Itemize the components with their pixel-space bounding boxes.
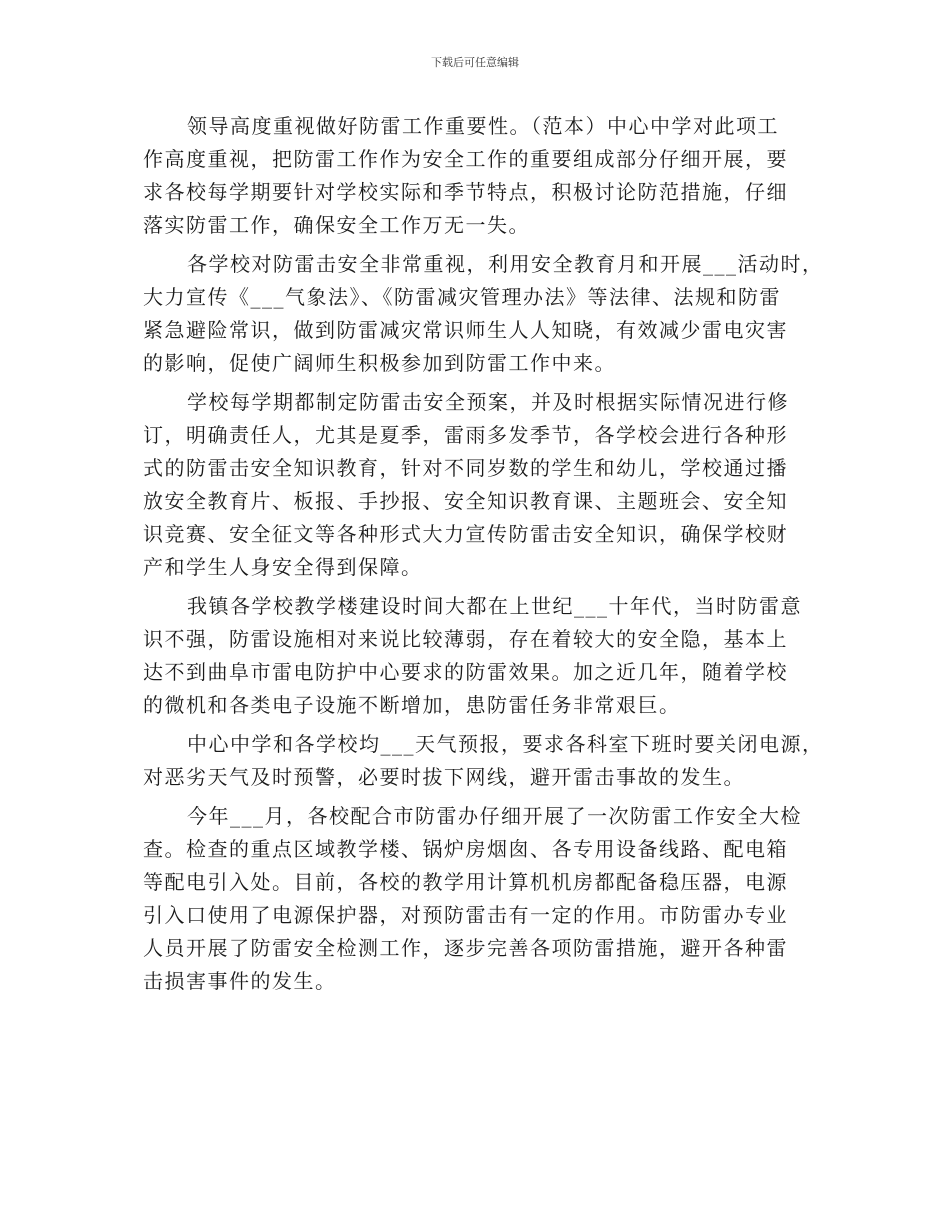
text-line: 击损害事件的发生。 bbox=[143, 969, 337, 993]
text-line: 落实防雷工作，确保安全工作万无一失。 bbox=[143, 213, 530, 237]
text-line: 式的防雷击安全知识教育，针对不同岁数的学生和幼儿，学校通过播 bbox=[143, 456, 788, 480]
text-line: 领导高度重视做好防雷工作重要性。（范本）中心中学对此项工 bbox=[187, 114, 779, 138]
paragraph-1 bbox=[143, 110, 823, 242]
text-line: 今年___月，各校配合市防雷办仔细开展了一次防雷工作安全大检 bbox=[187, 804, 802, 828]
paragraph-4 bbox=[143, 590, 823, 722]
document-body bbox=[143, 110, 823, 1004]
text-line: 对恶劣天气及时预警，必要时拔下网线，避开雷击事故的发生。 bbox=[143, 765, 745, 789]
paragraph-3 bbox=[143, 386, 823, 584]
text-line: 的微机和各类电子设施不断增加，患防雷任务非常艰巨。 bbox=[143, 693, 681, 717]
text-line: 放安全教育片、板报、手抄报、安全知识教育课、主题班会、安全知 bbox=[143, 489, 788, 513]
text-line: 识竞赛、安全征文等各种形式大力宣传防雷击安全知识，确保学校财 bbox=[143, 522, 788, 546]
paragraph-6 bbox=[143, 800, 823, 998]
text-line: 紧急避险常识，做到防雷减灾常识师生人人知晓，有效减少雷电灾害 bbox=[143, 318, 788, 342]
text-line: 订，明确责任人，尤其是夏季，雷雨多发季节，各学校会进行各种形 bbox=[143, 423, 788, 447]
text-line: 查。检查的重点区域教学楼、锅炉房烟囱、各专用设备线路、配电箱 bbox=[143, 837, 788, 861]
paragraph-5 bbox=[143, 728, 823, 794]
text-line: 作高度重视，把防雷工作作为安全工作的重要组成部分仔细开展，要 bbox=[143, 147, 788, 171]
text-line: 各学校对防雷击安全非常重视，利用安全教育月和开展___活动时， bbox=[187, 252, 824, 276]
paragraph-2 bbox=[143, 248, 823, 380]
text-line: 等配电引入处。目前，各校的教学用计算机机房都配备稳压器，电源 bbox=[143, 870, 788, 894]
text-line: 大力宣传《___气象法》、《防雷减灾管理办法》等法律、法规和防雷 bbox=[143, 285, 781, 309]
text-line: 中心中学和各学校均___天气预报，要求各科室下班时要关闭电源， bbox=[187, 732, 824, 756]
text-line: 产和学生人身安全得到保障。 bbox=[143, 555, 423, 579]
text-line: 求各校每学期要针对学校实际和季节特点，积极讨论防范措施，仔细 bbox=[143, 180, 788, 204]
text-line: 人员开展了防雷安全检测工作，逐步完善各项防雷措施，避开各种雷 bbox=[143, 936, 788, 960]
text-line: 引入口使用了电源保护器，对预防雷击有一定的作用。市防雷办专业 bbox=[143, 903, 788, 927]
text-line: 我镇各学校教学楼建设时间大都在上世纪___十年代，当时防雷意 bbox=[187, 594, 802, 618]
page-header: 下载后可任意编辑 bbox=[431, 56, 519, 69]
text-line: 识不强，防雷设施相对来说比较薄弱，存在着较大的安全隐，基本上 bbox=[143, 627, 788, 651]
text-line: 学校每学期都制定防雷击安全预案，并及时根据实际情况进行修 bbox=[187, 390, 789, 414]
text-line: 的影响，促使广阔师生积极参加到防雷工作中来。 bbox=[143, 351, 616, 375]
text-line: 达不到曲阜市雷电防护中心要求的防雷效果。加之近几年，随着学校 bbox=[143, 660, 788, 684]
